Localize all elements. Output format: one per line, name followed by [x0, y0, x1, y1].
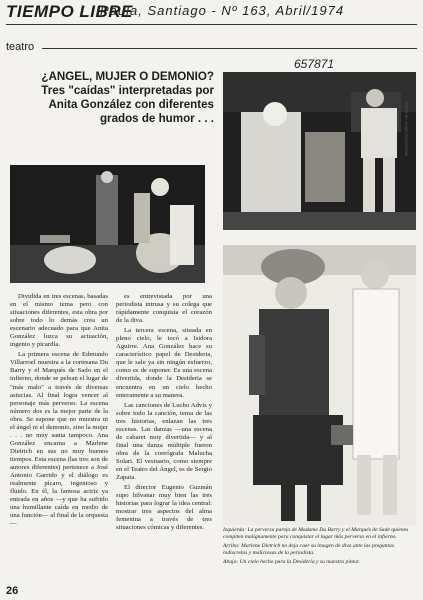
page-number: 26 [6, 585, 19, 597]
column2-paragraph: La tercera escena, situada en pleno cielo, le tocó a Isidora Aguirre. Ana González hace su característico papel de Desideria, que le sale ya sin ningún esfuerzo, como es de suponer. Es una escena divertida, donde la Desideria se encuentra en un cielo hecho enteramente a su manera. [116, 327, 212, 399]
subsection-divider [42, 48, 417, 49]
column2-paragraph: es entrevistada por una periodista intrusa y su colega que rápidamente conquista el corazón de la diva. [116, 293, 212, 325]
article-headline: ¿ANGEL, MUJER O DEMONIO? Tres "caídas" interpretadas por Anita González con diferentes grados de humor . . . [41, 70, 214, 125]
photo-credit: Fotos de Jorge Ianiszewski [404, 102, 409, 157]
caption-line: Abajo: Un cielo hecho para la Desideria y su maestro pintor. [223, 559, 360, 565]
header-divider [6, 24, 417, 25]
article-column-1 [10, 293, 108, 530]
photo-caption [223, 527, 415, 568]
archive-number: 657871 [294, 57, 335, 71]
handwritten-source-note: Paula, Santiago - Nº 163, Abril/1974 [100, 3, 345, 18]
column2-paragraph: El director Eugenio Guzmán supo hilvanar muy bien las tres historias para lograr la idea central: mostrar tres aspectos del alma femenina a través de tres situaciones cómicas y diferentes. [116, 484, 212, 532]
column1-paragraph: Dividida en tres escenas, basadas en el mismo tema pero con situaciones diferentes, esta obra por sobre todo lo demás crea un escenario adecuado para que Anita González luzca su actuación, ingenio y picardía. [10, 293, 108, 349]
caption-line: Arriba: Marlene Dietrich no deja caer su imagen de diva ante las preguntas indiscretas y maliciosas de la periodista. [223, 543, 394, 556]
column1-paragraph: La primera escena de Edmundo Villarroel muestra a la cortesana Du Barry y el Marqués de Sado en el infierno, donde se pelean el lugar de "más malo" a través de diversas astucias. Al final logra vencer al personaje más perverso. La escena número dos es la mejor parte de la obra. Se supone que no muestra ni el ángel ni el demonio, sino la mujer . . . no muy santa tampoco. Ana González encarna a Marlene Dietrich en sus no muy buenos tiempos. Esta escena (las tres son de autores diferentes) pertenece a José Antonio Garrido y el diálogo es realmente pícaro, ingenioso y fluido. En él, la famosa actriz ya entrada en años —y que ha sufrido una humillante caída en medio de una función— al final de la orquesta— [10, 351, 108, 528]
subsection-label: teatro [6, 41, 35, 53]
photo-desideria-heaven [223, 245, 416, 525]
article-column-2 [116, 293, 212, 534]
caption-line: Izquierda: La perversa pareja de Madame Du Barry y el Marqués de Sade quienes compiten malignamente para conquistar el lugar más perverso en el infierno. [223, 527, 409, 540]
photo-stage-scene [10, 165, 205, 283]
column2-paragraph: Las canciones de Lucho Advis y sobre todo la canción, tema de las tres historias, enlazan las tres escenas. Las danzas —una escena de cabaret muy divertida— y al final una danza múltiple fueron obra de la coreógrafa Malucha Solari. El vestuario, como siempre en el Teatro del Ángel, es de Sergio Zapata. [116, 401, 212, 482]
photo-dietrich-interview [223, 72, 416, 230]
section-title: TIEMPO LIBRE [6, 2, 133, 21]
